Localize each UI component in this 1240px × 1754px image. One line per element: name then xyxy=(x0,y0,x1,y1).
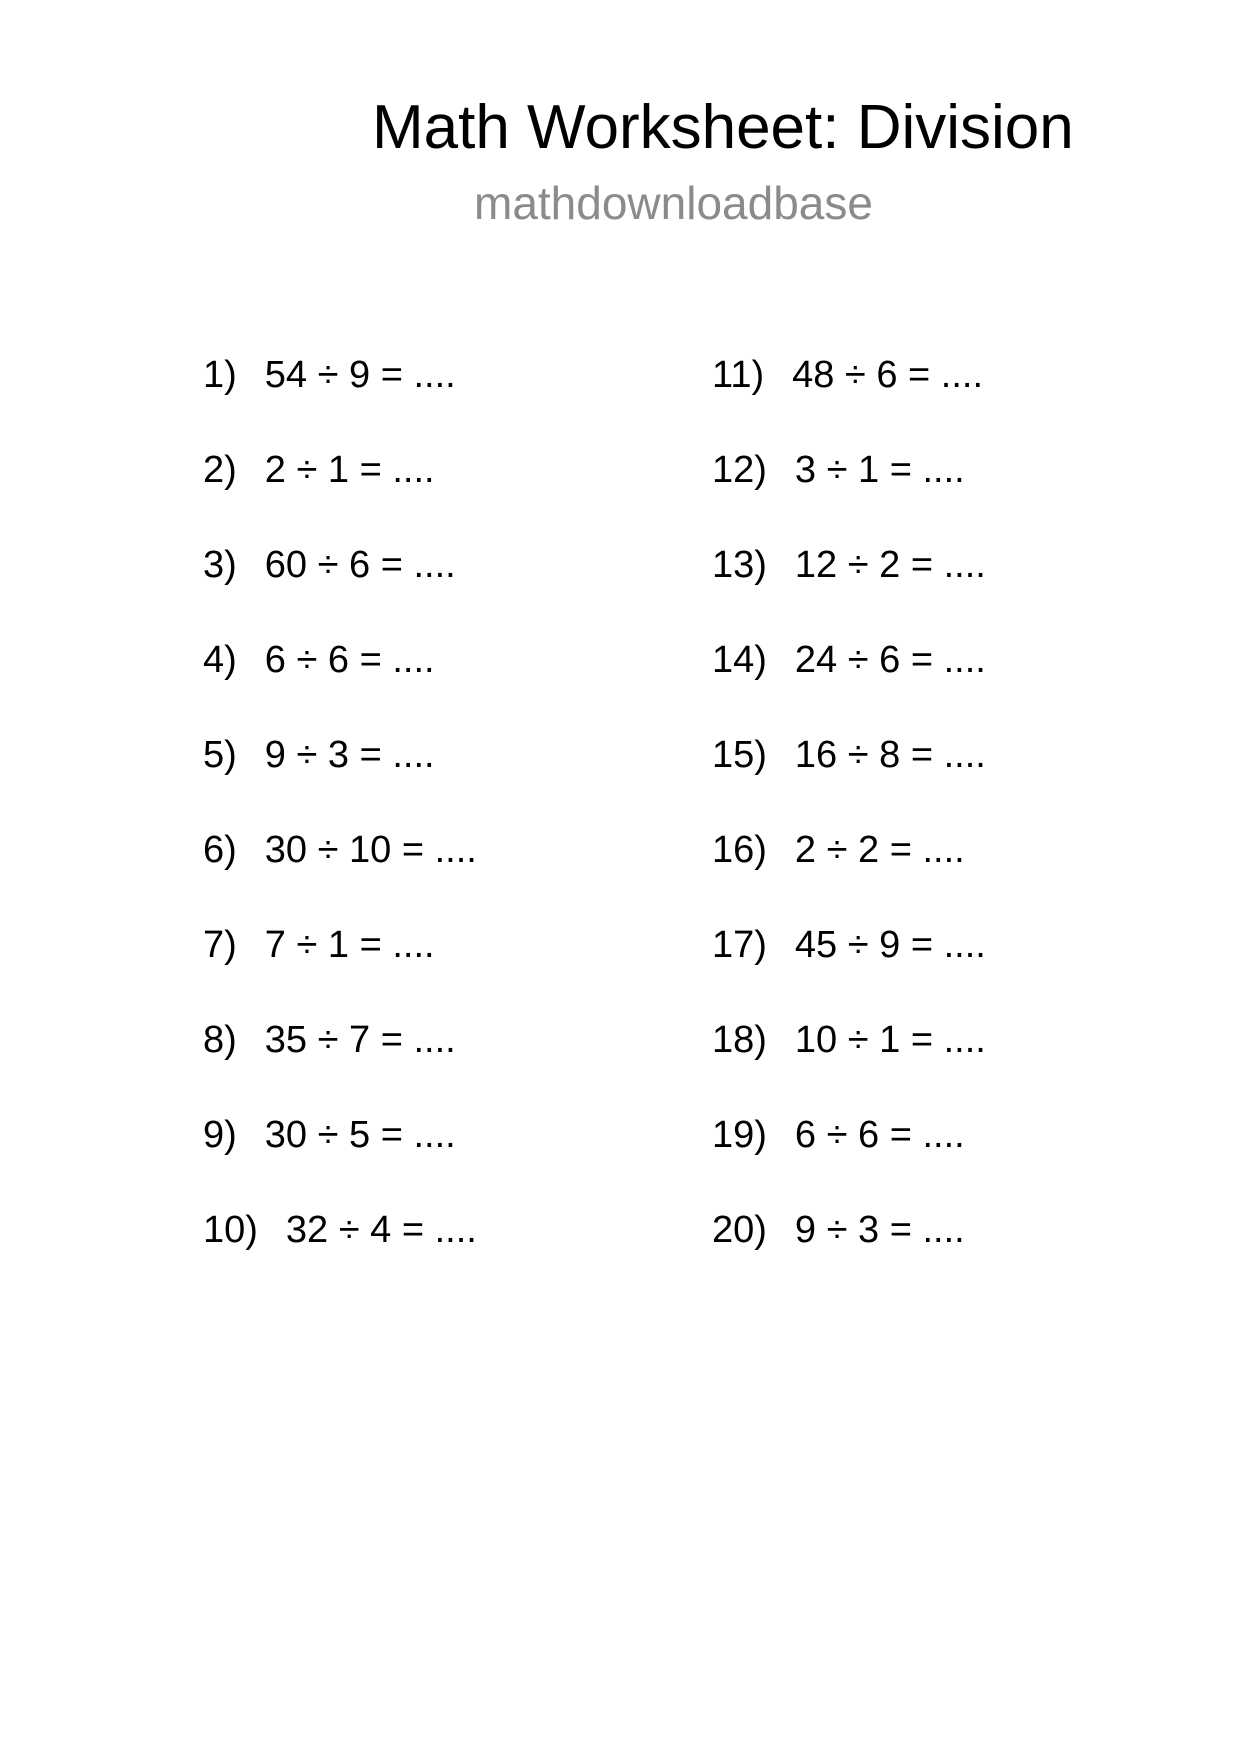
problem-row xyxy=(203,831,477,869)
problem-row xyxy=(712,451,986,489)
problem-expression: 30 ÷ 10 = .... xyxy=(264,829,477,871)
problem-expression: 12 ÷ 2 = .... xyxy=(794,544,986,586)
problem-expression: 45 ÷ 9 = .... xyxy=(794,924,986,966)
problem-expression: 24 ÷ 6 = .... xyxy=(794,639,986,681)
problem-row xyxy=(203,641,477,679)
problem-row xyxy=(712,736,986,774)
problem-expression: 16 ÷ 8 = .... xyxy=(794,734,986,776)
problem-number: 8) xyxy=(203,1019,237,1061)
problem-number: 3) xyxy=(203,544,237,586)
problem-row xyxy=(203,356,477,394)
problem-number: 18) xyxy=(712,1019,767,1061)
worksheet-title: Math Worksheet: Division xyxy=(372,93,1074,162)
problem-number: 9) xyxy=(203,1114,237,1156)
problem-number: 20) xyxy=(712,1209,767,1251)
problem-number: 6) xyxy=(203,829,237,871)
problem-number: 11) xyxy=(712,354,765,396)
worksheet-source: mathdownloadbase xyxy=(474,177,873,229)
problem-expression: 48 ÷ 6 = .... xyxy=(792,354,984,396)
problem-number: 1) xyxy=(203,354,237,396)
problem-row xyxy=(712,1211,986,1249)
problem-expression: 9 ÷ 3 = .... xyxy=(264,734,435,776)
problem-expression: 7 ÷ 1 = .... xyxy=(264,924,435,966)
problem-row xyxy=(203,926,477,964)
problem-row xyxy=(712,356,986,394)
problem-expression: 35 ÷ 7 = .... xyxy=(264,1019,456,1061)
problem-expression: 60 ÷ 6 = .... xyxy=(264,544,456,586)
problem-number: 10) xyxy=(203,1209,258,1251)
problems-column-right xyxy=(712,356,986,1306)
problem-number: 13) xyxy=(712,544,767,586)
problem-expression: 3 ÷ 1 = .... xyxy=(794,449,965,491)
problem-expression: 10 ÷ 1 = .... xyxy=(794,1019,986,1061)
problem-row xyxy=(712,546,986,584)
problem-number: 16) xyxy=(712,829,767,871)
problems-column-left xyxy=(203,356,477,1306)
problem-number: 4) xyxy=(203,639,237,681)
problem-expression: 6 ÷ 6 = .... xyxy=(794,1114,965,1156)
problem-number: 19) xyxy=(712,1114,767,1156)
problem-expression: 6 ÷ 6 = .... xyxy=(264,639,435,681)
problem-row xyxy=(712,641,986,679)
problem-row xyxy=(203,451,477,489)
problem-number: 14) xyxy=(712,639,767,681)
problem-number: 12) xyxy=(712,449,767,491)
problem-expression: 32 ÷ 4 = .... xyxy=(285,1209,477,1251)
problem-number: 2) xyxy=(203,449,237,491)
problem-row xyxy=(203,546,477,584)
problem-expression: 2 ÷ 2 = .... xyxy=(794,829,965,871)
problem-row xyxy=(712,1116,986,1154)
problem-number: 7) xyxy=(203,924,237,966)
problem-expression: 2 ÷ 1 = .... xyxy=(264,449,435,491)
problem-expression: 54 ÷ 9 = .... xyxy=(264,354,456,396)
problem-row xyxy=(203,1211,477,1249)
problem-expression: 9 ÷ 3 = .... xyxy=(794,1209,965,1251)
problem-row xyxy=(203,1116,477,1154)
problem-number: 17) xyxy=(712,924,767,966)
problem-row xyxy=(203,1021,477,1059)
problem-number: 15) xyxy=(712,734,767,776)
problem-row xyxy=(203,736,477,774)
problem-row xyxy=(712,831,986,869)
problem-expression: 30 ÷ 5 = .... xyxy=(264,1114,456,1156)
problem-number: 5) xyxy=(203,734,237,776)
problem-row xyxy=(712,926,986,964)
problem-row xyxy=(712,1021,986,1059)
